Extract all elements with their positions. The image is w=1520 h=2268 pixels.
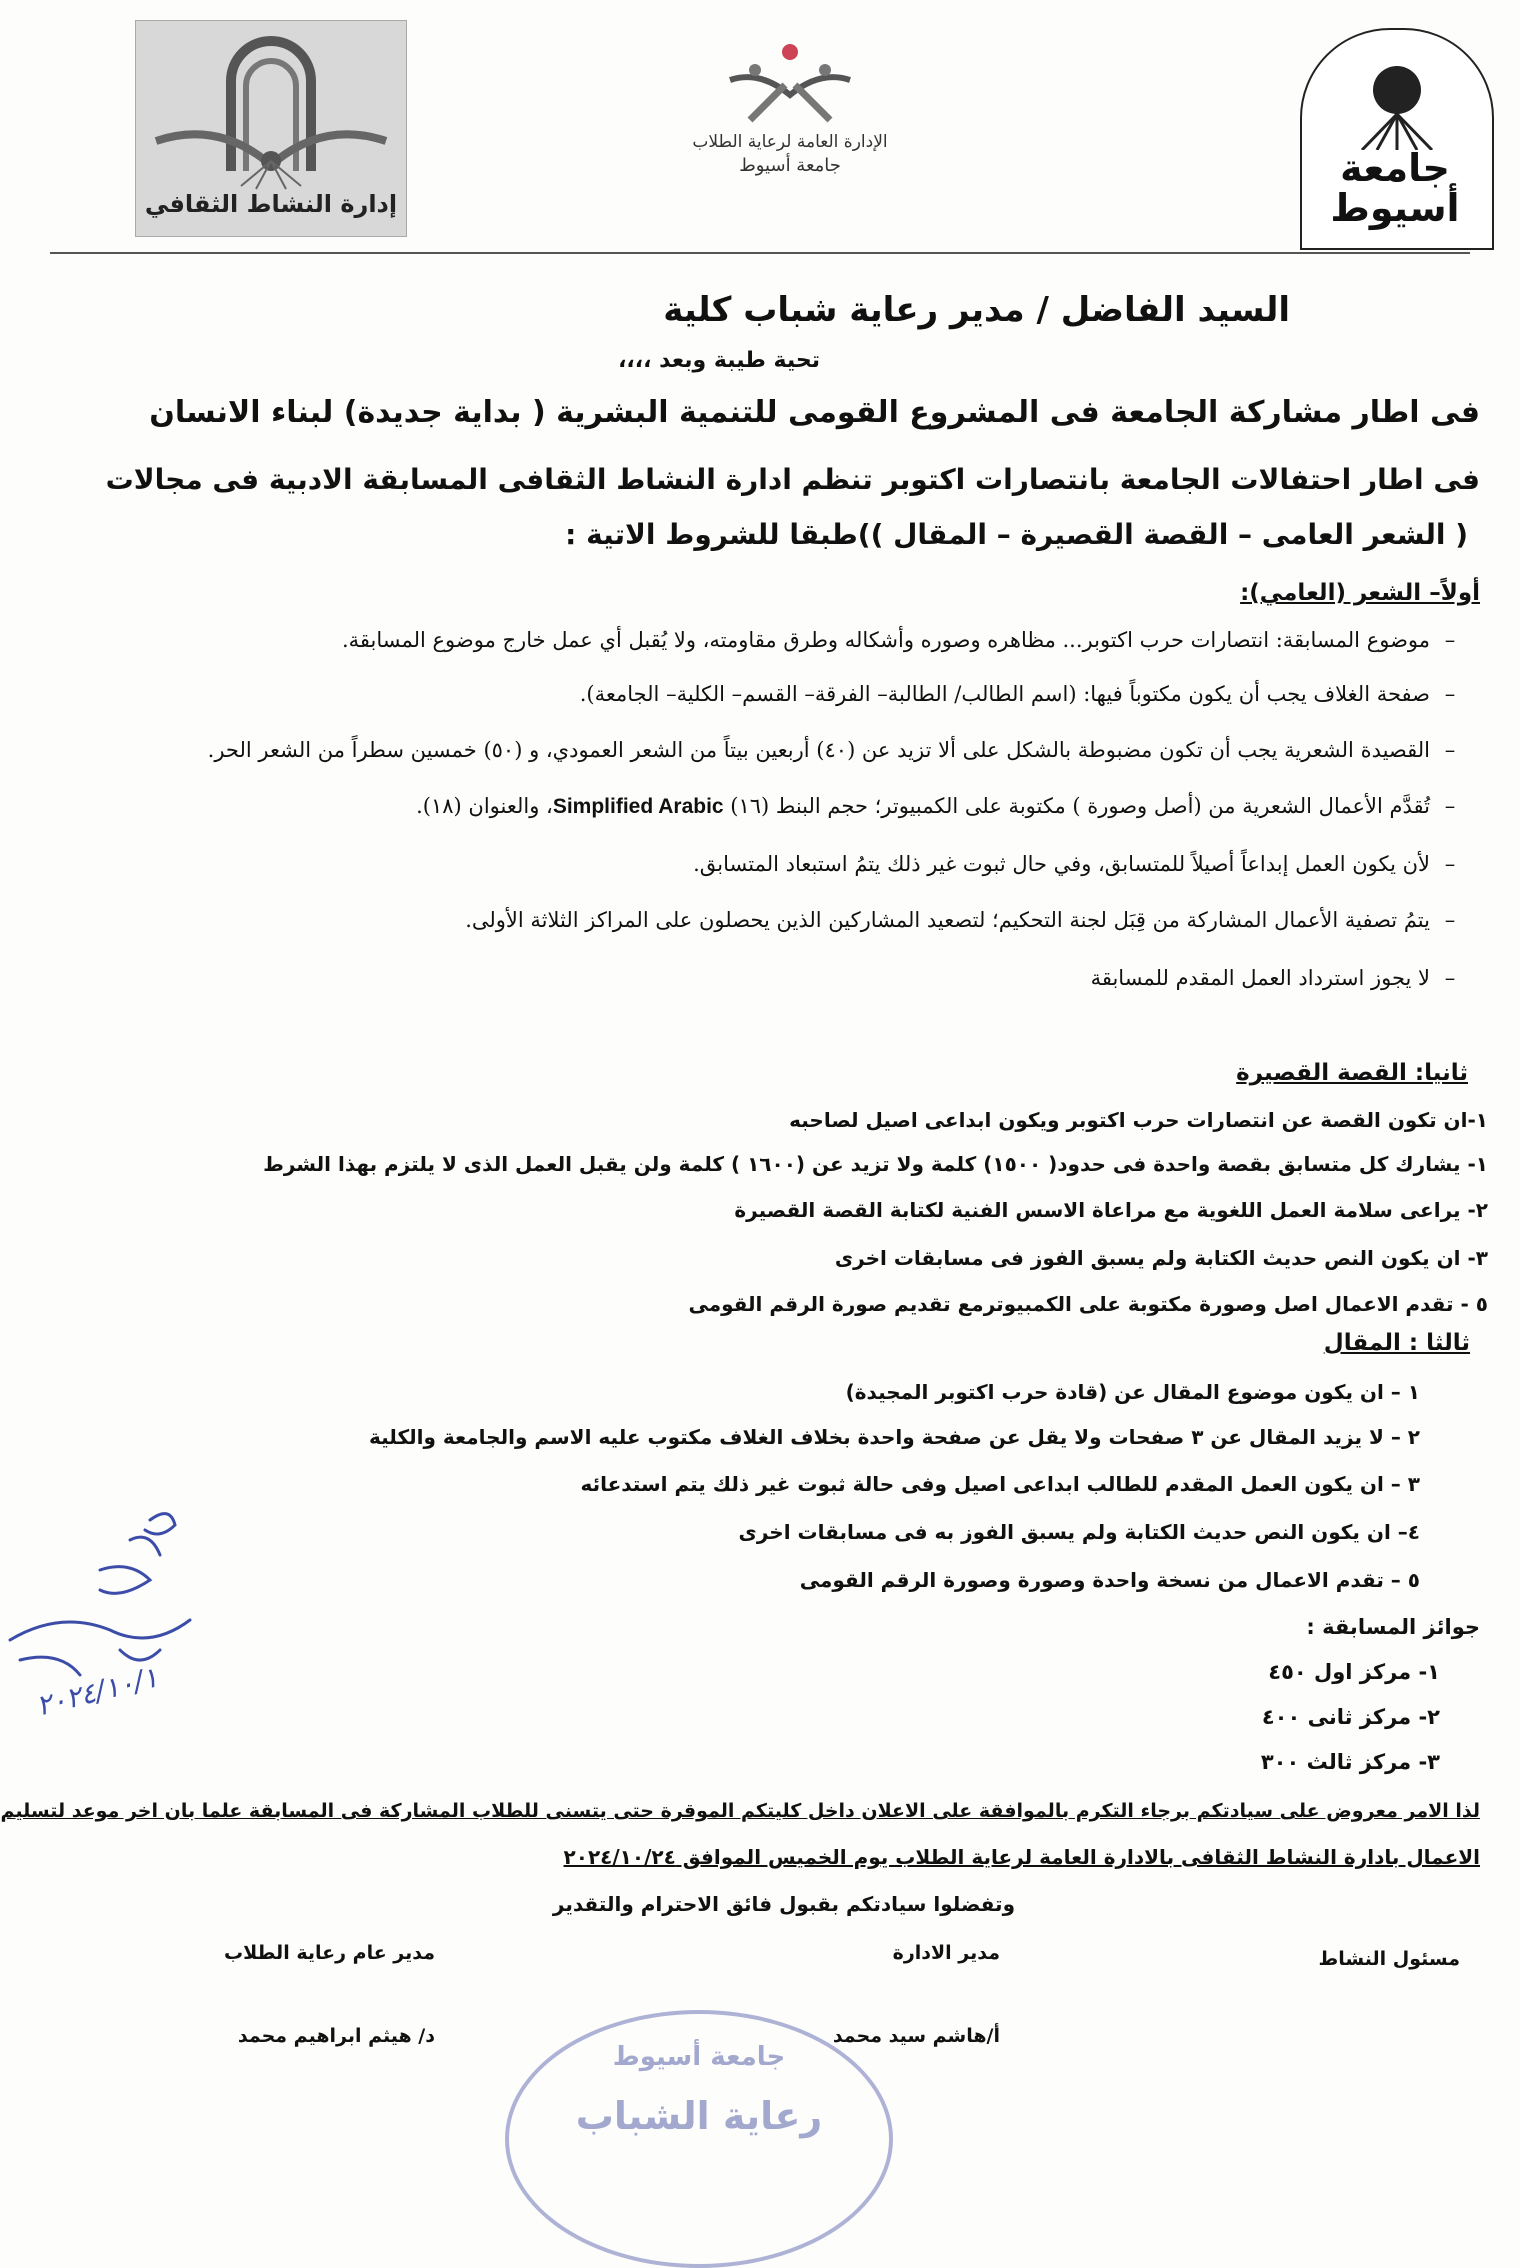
- intro-line-2: فى اطار احتفالات الجامعة بانتصارات اكتوبر تنظم ادارة النشاط الثقافى المسابقة الادبية فى مجالات: [105, 463, 1480, 496]
- prize-item: ١- مركز اول ٤٥٠: [1268, 1660, 1440, 1684]
- poetry-item-text: صفحة الغلاف يجب أن يكون مكتوباً فيها: (اسم الطالب/ الطالبة– الفرقة– القسم– الكلية– الجامعة).: [579, 682, 1430, 706]
- greeting: تحية طيبة وبعد ،،،،: [618, 348, 820, 373]
- article-section-title: ثالثا : المقال: [1323, 1330, 1470, 1356]
- story-item: ٢- يراعى سلامة العمل اللغوية مع مراعاة الاسس الفنية لكتابة القصة القصيرة: [734, 1198, 1488, 1222]
- poetry-item-text: لا يجوز استرداد العمل المقدم للمسابقة: [1090, 966, 1430, 990]
- poetry-item: –تُقدَّم الأعمال الشعرية من (أصل وصورة ) مكتوبة على الكمبيوتر؛ حجم البنط (١٦) Simplified Arabic، والعنوان (١٨).: [416, 794, 1456, 818]
- handwritten-signature: [0, 1500, 230, 1780]
- poetry-item: –القصيدة الشعرية يجب أن تكون مضبوطة بالشكل على ألا تزيد عن (٤٠) أربعين بيتاً من الشعر العمودي، و (٥٠) خمسين سطراً من الشعر الحر.: [207, 738, 1456, 762]
- poetry-item-text: يتمُ تصفية الأعمال المشاركة من قِبَل لجنة التحكيم؛ لتصعيد المشاركين الذين يحصلون على المراكز الثلاثة الأولى.: [465, 908, 1430, 932]
- stamp-line-1: جامعة أسيوط: [612, 2042, 786, 2072]
- poetry-section-title: أولاً– الشعر (العامي):: [1240, 580, 1480, 606]
- admin-director-label: مدير الادارة: [892, 1942, 1000, 1964]
- closing-line-1: لذا الامر معروض على سيادتكم برجاء التكرم بالموافقة على الاعلان داخل كليتكم الموقرة حتى يتسنى للطلاب المشاركة فى المسابقة علما بان اخر موعد لتسليم: [0, 1800, 1480, 1822]
- addressee: السيد الفاضل / مدير رعاية شباب كلية: [663, 290, 1290, 330]
- header-divider: [50, 252, 1470, 254]
- poetry-item-text: ، والعنوان (١٨).: [416, 794, 553, 818]
- poetry-item-text: موضوع المسابقة: انتصارات حرب اكتوبر... مظاهره وصوره وأشكاله وطرق مقاومته، ولا يُقبل أي عمل خارج موضوع المسابقة.: [341, 628, 1430, 652]
- poetry-item-text: القصيدة الشعرية يجب أن تكون مضبوطة بالشكل على ألا تزيد عن (٤٠) أربعين بيتاً من الشعر العمودي، و (٥٠) خمسين سطراً من الشعر الحر.: [207, 738, 1430, 762]
- closing-line-2: الاعمال بادارة النشاط الثقافى بالادارة العامة لرعاية الطلاب يوم الخميس الموافق ٢٠٢٤/١٠/٢٤: [563, 1845, 1480, 1869]
- poetry-item: –لا يجوز استرداد العمل المقدم للمسابقة: [1090, 966, 1456, 990]
- article-item: ١ – ان يكون موضوع المقال عن (قادة حرب اكتوبر المجيدة): [845, 1380, 1420, 1404]
- story-item: ٣- ان يكون النص حديث الكتابة ولم يسبق الفوز فى مسابقات اخرى: [834, 1246, 1488, 1270]
- activity-official-label: مسئول النشاط: [1318, 1948, 1460, 1970]
- admin-director-name: أ/هاشم سيد محمد: [832, 2025, 1000, 2047]
- story-item: ١-ان تكون القصة عن انتصارات حرب اكتوبر ويكون ابداعى اصيل لصاحبه: [789, 1108, 1488, 1132]
- official-stamp: [505, 2010, 893, 2268]
- story-item: ١- يشارك كل متسابق بقصة واحدة فى حدود( ١٥٠٠) كلمة ولا تزيد عن (١٦٠٠ ) كلمة ولن يقبل العمل الذى لا يلتزم بهذا الشرط: [263, 1152, 1488, 1176]
- general-director-label: مدير عام رعاية الطلاب: [224, 1942, 435, 1964]
- article-item: ٤– ان يكون النص حديث الكتابة ولم يسبق الفوز به فى مسابقات اخرى: [738, 1520, 1420, 1544]
- intro-line-1: فى اطار مشاركة الجامعة فى المشروع القومى للتنمية البشرية ( بداية جديدة) لبناء الانسان: [149, 395, 1480, 430]
- poetry-item: –موضوع المسابقة: انتصارات حرب اكتوبر... مظاهره وصوره وأشكاله وطرق مقاومته، ولا يُقبل أي عمل خارج موضوع المسابقة.: [341, 628, 1456, 652]
- poetry-item: –صفحة الغلاف يجب أن يكون مكتوباً فيها: (اسم الطالب/ الطالبة– الفرقة– القسم– الكلية– الجامعة).: [579, 682, 1456, 706]
- article-item: ٥ – تقدم الاعمال من نسخة واحدة وصورة وصورة الرقم القومى: [799, 1568, 1420, 1592]
- center-logo-line2: جامعة أسيوط: [739, 155, 841, 176]
- closing-regards: وتفضلوا سيادتكم بقبول فائق الاحترام والتقدير: [552, 1892, 1015, 1916]
- poetry-item-text: لأن يكون العمل إبداعاً أصيلاً للمتسابق، وفي حال ثبوت غير ذلك يتمُ استبعاد المتسابق.: [693, 852, 1430, 876]
- assiut-university-logo: [1300, 28, 1494, 250]
- prize-item: ٢- مركز ثانى ٤٠٠: [1261, 1705, 1440, 1729]
- poetry-item: –يتمُ تصفية الأعمال المشاركة من قِبَل لجنة التحكيم؛ لتصعيد المشاركين الذين يحصلون على المراكز الثلاثة الأولى.: [465, 908, 1456, 932]
- right-logo-text: جامعة أسيوط: [1330, 146, 1460, 230]
- poetry-item-text: تُقدَّم الأعمال الشعرية من (أصل وصورة ) مكتوبة على الكمبيوتر؛ حجم البنط (١٦): [730, 794, 1430, 818]
- article-item: ٢ – لا يزيد المقال عن ٣ صفحات ولا يقل عن صفحة واحدة بخلاف الغلاف مكتوب عليه الاسم والجامعة والكلية: [369, 1425, 1420, 1449]
- intro-line-3: ( الشعر العامى – القصة القصيرة – المقال ))طبقا للشروط الاتية :: [565, 518, 1468, 551]
- center-logo-line1: الإدارة العامة لرعاية الطلاب: [692, 132, 888, 152]
- prizes-title: جوائز المسابقة :: [1306, 1615, 1480, 1639]
- cultural-activity-logo: [135, 20, 407, 237]
- poetry-item: –لأن يكون العمل إبداعاً أصيلاً للمتسابق، وفي حال ثبوت غير ذلك يتمُ استبعاد المتسابق.: [693, 852, 1456, 876]
- prize-item: ٣- مركز ثالث ٣٠٠: [1260, 1750, 1440, 1774]
- left-logo-caption: إدارة النشاط الثقافي: [144, 190, 398, 218]
- sun-emblem-icon: [1302, 30, 1492, 150]
- student-affairs-logo: [660, 40, 920, 180]
- story-section-title: ثانيا: القصة القصيرة: [1236, 1060, 1468, 1086]
- article-item: ٣ – ان يكون العمل المقدم للطالب ابداعى اصيل وفى حالة ثبوت غير ذلك يتم استدعائه: [580, 1472, 1420, 1496]
- stamp-line-2: رعاية الشباب: [575, 2094, 823, 2138]
- emblem-icon: [136, 21, 406, 191]
- font-name: Simplified Arabic: [552, 795, 724, 818]
- general-director-name: د/ هيثم ابراهيم محمد: [237, 2025, 435, 2047]
- people-emblem-icon: [660, 40, 920, 130]
- handwritten-date: ٢٠٢٤/١٠/١: [32, 1660, 162, 1723]
- story-item: ٥ - تقدم الاعمال اصل وصورة مكتوبة على الكمبيوترمع تقديم صورة الرقم القومى: [688, 1292, 1488, 1316]
